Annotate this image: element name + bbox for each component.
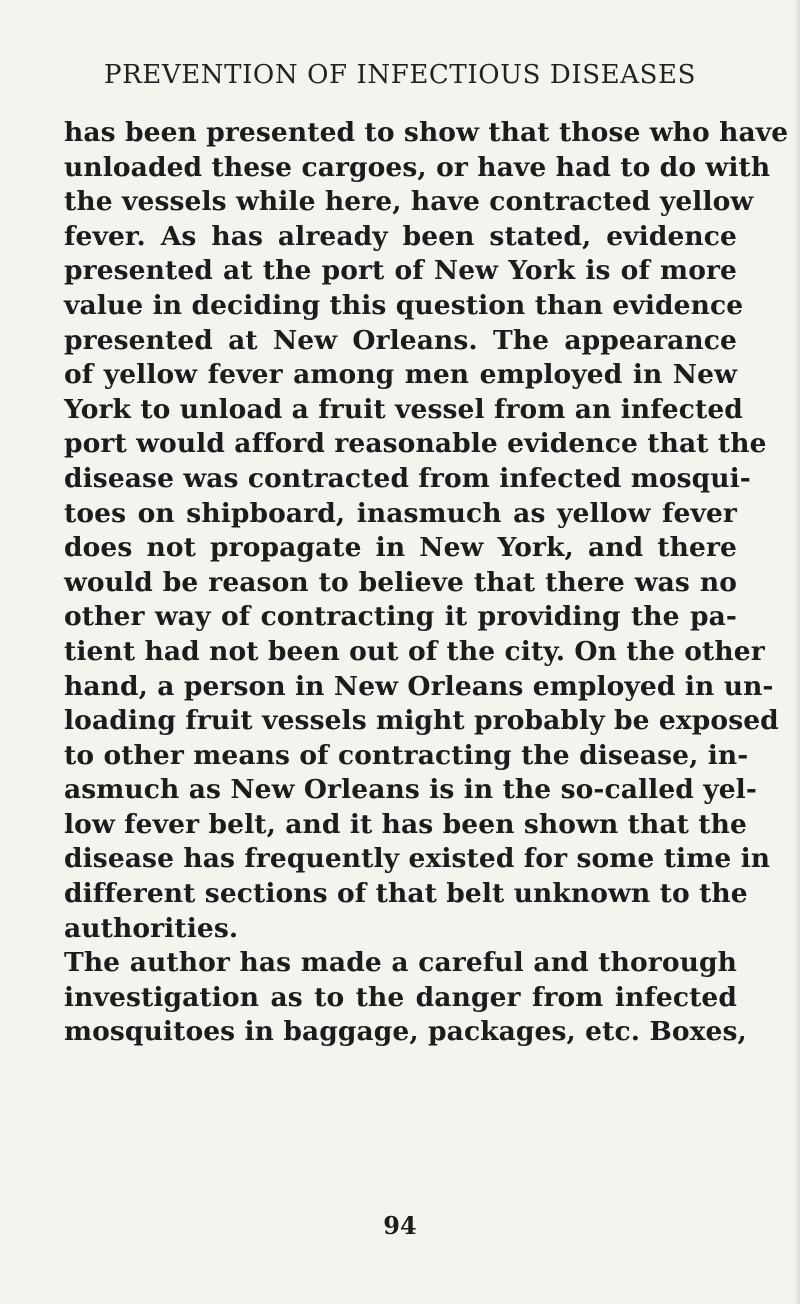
text-line: different sections of that belt unknown to the (64, 878, 748, 910)
page-edge-shadow (794, 0, 800, 1304)
text-line: value in deciding this question than evidence (64, 289, 744, 321)
body-text (64, 116, 789, 1050)
text-line: hand, a person in New Orleans employed in un- (64, 670, 774, 702)
text-line: loading fruit vessels might probably be exposed (64, 705, 779, 737)
text-line: of yellow fever among men employed in New (64, 359, 737, 391)
text-line: presented at the port of New York is of more (64, 255, 737, 287)
text-line: other way of contracting it providing the pa- (64, 601, 737, 633)
page-number: 94 (383, 1211, 417, 1240)
text-line: would be reason to believe that there was no (64, 566, 737, 598)
text-line: toes on shipboard, inasmuch as yellow fever (64, 497, 737, 529)
text-line: low fever belt, and it has been shown that the (64, 808, 747, 840)
text-line: does not propagate in New York, and there (64, 532, 737, 564)
text-line: to other means of contracting the disease, in- (64, 739, 749, 771)
text-line: investigation as to the danger from infected (64, 981, 737, 1013)
text-line-paragraph-start: The author has made a careful and thorough (64, 947, 737, 979)
text-line: presented at New Orleans. The appearance (64, 324, 737, 356)
text-line: York to unload a fruit vessel from an infected (64, 393, 743, 425)
text-line: has been presented to show that those who have (64, 117, 789, 148)
text-line: port would afford reasonable evidence that the (64, 428, 767, 460)
running-head: PREVENTION OF INFECTIOUS DISEASES (103, 60, 697, 90)
text-line: unloaded these cargoes, or have had to do with (64, 151, 771, 183)
text-line: disease has frequently existed for some time in (64, 843, 771, 875)
text-line: mosquitoes in baggage, packages, etc. Boxes, (64, 1016, 747, 1048)
text-line: tient had not been out of the city. On the other (64, 635, 765, 667)
text-line: the vessels while here, have contracted yellow (64, 186, 754, 218)
text-line-paragraph-end: authorities. (64, 912, 239, 944)
text-line: asmuch as New Orleans is in the so-called yel- (64, 774, 757, 806)
text-line: disease was contracted from infected mosqui- (64, 462, 751, 494)
text-line: fever. As has already been stated, evidence (64, 220, 737, 252)
